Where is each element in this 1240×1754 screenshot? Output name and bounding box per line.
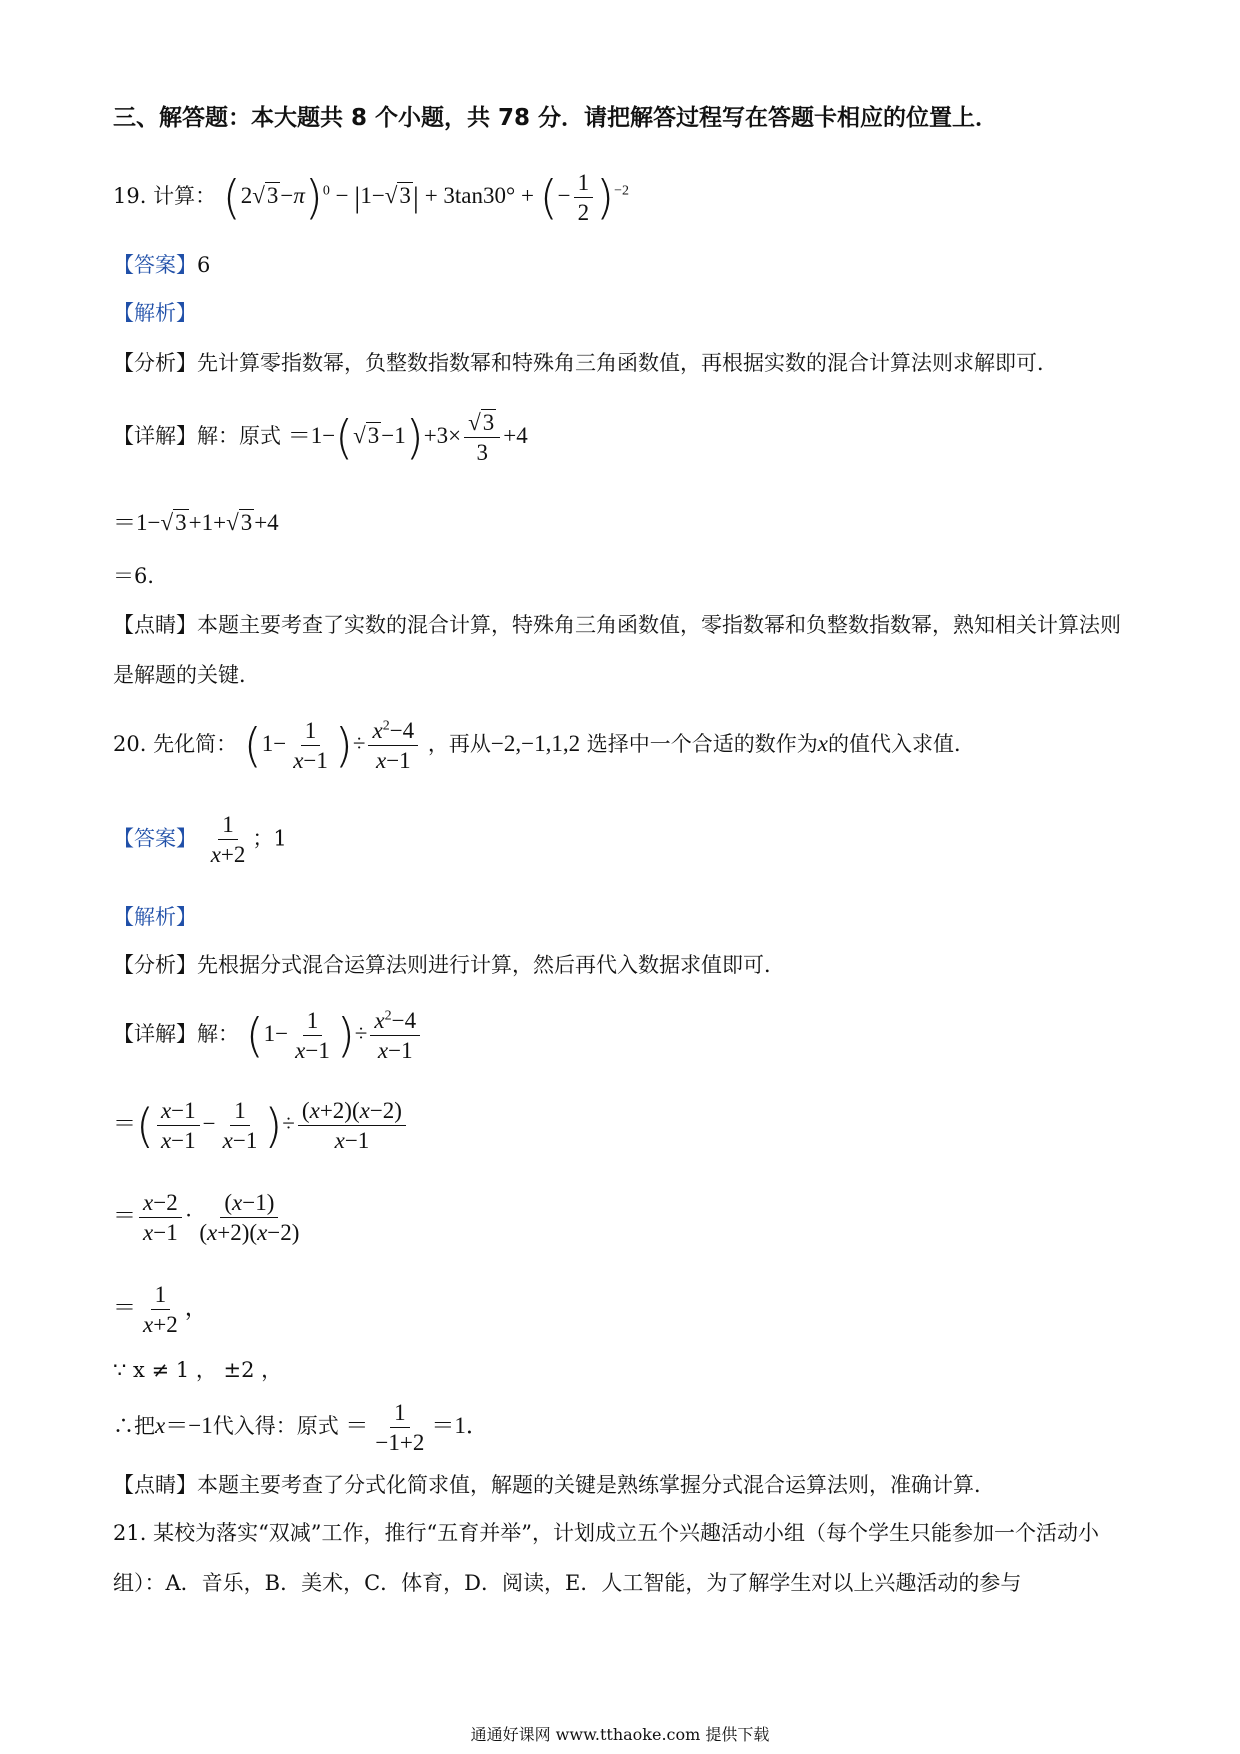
- q21-question: 21. 某校为落实“双减”工作，推行“五育并举”，计划成立五个兴趣活动小组（每个学生只能参加一个活动小组）：A．音乐，B．美术，C．体育，D．阅读，E．人工智能，为了解学生对以上兴趣活动的参与: [113, 1521, 1100, 1595]
- q19-analysis-tag: 【解析】: [113, 301, 197, 325]
- q19-step2: ＝1−√3+1+√3+4: [113, 510, 279, 535]
- q20-var: x: [817, 731, 828, 757]
- q20-choices: −2,−1,1,2: [490, 731, 581, 757]
- q20-tail2: 选择中一个合适的数作为: [586, 732, 818, 757]
- section-heading: 三、解答题：本大题共 8 个小题，共 78 分．请把解答过程写在答题卡相应的位置上．: [113, 105, 999, 131]
- q20-fenxi: [113, 952, 785, 979]
- q19-number: 19. 计算：: [113, 184, 217, 209]
- comment-tag: 【点睛】: [113, 1473, 197, 1497]
- q20-x-value: x＝−1: [155, 1413, 213, 1439]
- q20-tail3: 的值代入求值．: [827, 732, 975, 757]
- q20-answer-fraction: $\frac{1}{x+2}$: [210, 812, 246, 868]
- fenxi-tag: 【分析】: [113, 953, 197, 977]
- q19-expression: $(2√3-\pi)^0 - |1-√3| + 3\tan 30^\circ$ + (− $\frac{1}{2}$ )$^{-2}$: [222, 170, 629, 226]
- answer-tag: 【答案】: [113, 826, 197, 851]
- comment-text: 本题主要考查了分式化简求值，解题的关键是熟练掌握分式混合运算法则，准确计算．: [197, 1473, 995, 1497]
- comment-text: 本题主要考查了实数的混合计算，特殊角三角函数值，零指数幂和负整数指数幂，熟知相关计算法则是解题的关键．: [113, 613, 1121, 687]
- therefore-lead: ∴把: [113, 1414, 155, 1439]
- fenxi-tag: 【分析】: [113, 351, 197, 375]
- page-footer: 通通好课网 www.tthaoke.com 提供下载: [470, 1725, 770, 1744]
- q20-step2: ＝( $\frac{x-1}{x-1}$ − $\frac{1}{x-1}$ )÷ $\frac{(x+2)(x-2)}{x-1}$: [113, 1098, 409, 1154]
- detail-lead: 解：: [197, 1022, 239, 1047]
- answer-tag: 【答案】: [113, 253, 197, 277]
- q19-detail-expression: ＝1−(√3−1)+3× $\frac{√3}{3}$ +4: [287, 410, 528, 466]
- detail-tag: 【详解】: [113, 1022, 197, 1047]
- q19-fenxi: [113, 350, 1058, 377]
- answer-sep: ；1: [252, 826, 287, 851]
- q20-final-expression: ＝ $\frac{1}{-1+2}$ ＝1．: [345, 1400, 489, 1456]
- detail-tag: 【详解】: [113, 424, 197, 449]
- q20-expression: (1− $\frac{1}{x-1}$ )÷ $\frac{x^2-4}{x-1}$: [244, 731, 421, 756]
- q20-detail: [113, 1008, 423, 1064]
- q19-result: ＝6．: [113, 564, 169, 588]
- q20-step3: ＝ $\frac{x-2}{x-1}$ · $\frac{(x-1)}{(x+2)(x-2)}$: [113, 1190, 300, 1246]
- detail-lead: 解：原式: [197, 424, 281, 449]
- q19-comment: [113, 600, 1128, 700]
- q19-answer: [113, 252, 210, 279]
- fenxi-text: 先根据分式混合运算法则进行计算，然后再代入数据求值即可．: [197, 953, 785, 977]
- q20-because: ∵ x ≠ 1 ， ±2 ，: [113, 1358, 283, 1382]
- q20-comment: [113, 1472, 995, 1499]
- q19-detail: [113, 410, 528, 466]
- fenxi-text: 先计算零指数幂，负整数指数幂和特殊角三角函数值，再根据实数的混合计算法则求解即可．: [197, 351, 1058, 375]
- therefore-mid: 代入得：原式: [212, 1414, 339, 1439]
- answer-value: 6: [197, 253, 211, 277]
- q20-tail: ，再从: [427, 732, 491, 757]
- q20-analysis-tag: 【解析】: [113, 905, 197, 929]
- q20-answer: [113, 812, 287, 868]
- q19-question: [113, 170, 629, 226]
- q20-step4: ＝ $\frac{1}{x+2}$ ，: [113, 1282, 208, 1338]
- q20-detail-expression: (1− $\frac{1}{x-1}$ )÷ $\frac{x^2-4}{x-1}$: [246, 1021, 423, 1046]
- comment-tag: 【点睛】: [113, 613, 197, 637]
- q20-number: 20. 先化简：: [113, 732, 238, 757]
- q20-question: [113, 718, 975, 774]
- q20-therefore: [113, 1400, 489, 1456]
